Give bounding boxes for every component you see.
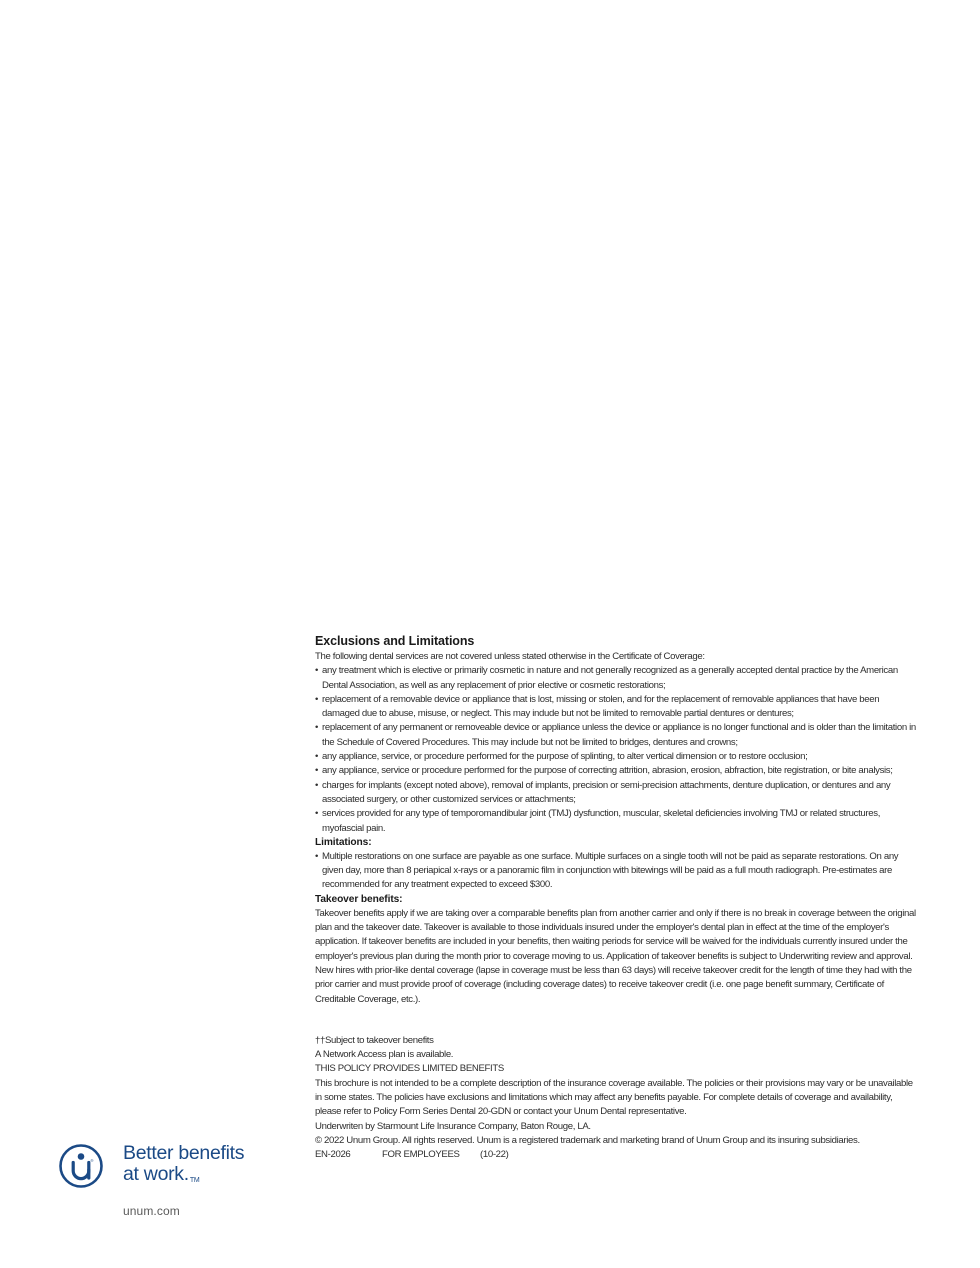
audience-label: FOR EMPLOYEES — [382, 1149, 460, 1161]
website-url[interactable]: unum.com — [123, 1204, 180, 1218]
takeover-note: ††Subject to takeover benefits — [315, 1034, 434, 1046]
limitations-list — [315, 850, 917, 893]
exclusions-intro: The following dental services are not covered unless stated otherwise in the Certificate of Coverage: — [315, 651, 705, 662]
takeover-heading: Takeover benefits: — [315, 893, 403, 905]
document-body — [315, 633, 917, 1163]
unum-logo-icon — [58, 1143, 104, 1189]
form-code-row — [315, 1148, 917, 1162]
tagline-line-1: Better benefits — [123, 1142, 245, 1164]
exclusion-item: • any appliance, service or procedure performed for the purpose of correcting attrition, abrasion, erosion, abfraction, bite registration, or bite analysis; — [315, 764, 917, 778]
exclusions-list — [315, 664, 917, 836]
exclusion-item: • any treatment which is elective or primarily cosmetic in nature and not generally recognized as a generally accepted dental practice by the American Dental Association, as well as any replacement of prior elective or cosmetic restorations; — [315, 664, 917, 693]
revision-date: (10-22) — [480, 1149, 509, 1161]
exclusion-item: • charges for implants (except noted above), removal of implants, precision or semi-precision attachments, denture duplication, or dentures and any associated surgery, or other customized services or attachments; — [315, 779, 917, 808]
tagline — [123, 1143, 244, 1185]
tagline-line-2: at work. — [123, 1163, 189, 1185]
exclusion-item: • replacement of a removable device or appliance that is lost, missing or stolen, and for the replacement of removable appliances that have been damaged due to abuse, misuse, or neglect. This may indude but not be limited to removable partial dentures or dentures; — [315, 693, 917, 722]
form-code: EN-2026 — [315, 1149, 351, 1161]
limited-benefits-notice: THIS POLICY PROVIDES LIMITED BENEFITS — [315, 1063, 504, 1075]
exclusion-item: • any appliance, service, or procedure performed for the purpose of splinting, to alter vertical dimension or to restore occlusion; — [315, 750, 917, 764]
exclusion-item: • services provided for any type of temporomandibular joint (TMJ) dysfunction, muscular, skeletal deficiencies involving TMJ or related structures, myofascial pain. — [315, 807, 917, 836]
exclusion-item: • replacement of any permanent or removeable device or appliance unless the device or appliance is no longer functional and is older than the limitation in the Schedule of Covered Procedures. This may include but not be limited to bridges, dentures and crowns; — [315, 721, 917, 750]
copyright-line: © 2022 Unum Group. All rights reserved. Unum is a registered trademark and marketing brand of Unum Group and its insuring subsidiaries. — [315, 1134, 860, 1146]
limitations-heading: Limitations: — [315, 836, 372, 848]
svg-text:®: ® — [90, 1158, 94, 1163]
network-note: A Network Access plan is available. — [315, 1049, 454, 1061]
limitation-item: • Multiple restorations on one surface are payable as one surface. Multiple surfaces on a single tooth will not be paid as separate restorations. On any given day, more than 8 periapical x-rays or a panoramic film in conjunction with bitewings will be paid as a full mouth radiograph. Pre-estimates are recommended for any treatment expected to exceed $300. — [315, 850, 917, 893]
tagline-line-2-wrap — [123, 1164, 244, 1185]
unum-logo — [58, 1143, 288, 1193]
disclaimer: This brochure is not intended to be a complete description of the insurance coverage available. The policies or their provisions may vary or be unavailable in some states. The policies have exclusions and limitations which may affect any benefits payable. For complete details of coverage and availability, please refer to Policy Form Series Dental 20-GDN or contact your Unum Dental representative. — [315, 1077, 913, 1118]
exclusions-heading: Exclusions and Limitations — [315, 634, 475, 648]
takeover-body: Takeover benefits apply if we are taking over a comparable benefits plan from another carrier and only if there is no break in coverage between the original plan and the takeover date. Takeover is available to those individuals insured under the employer's dental plan in effect at the time of the employer's application. If takeover benefits are included in your benefits, then waiting periods for service will be waived for the individuals currently insured under the employer's previous plan during the month prior to coverage moving to us. Application of takeover benefits is subject to Underwriting review and approval. New hires with prior-like dental coverage (lapse in coverage must be less than 63 days) will receive takeover credit for the length of time they had with the prior carrier and must provide proof of coverage (including coverage dates) to receive takeover credit (i.e. one page benefit summary, Certificate of Creditable Coverage, etc.). — [315, 907, 916, 1005]
underwriter-line: Underwriten by Starmount Life Insurance Company, Baton Rouge, LA. — [315, 1120, 591, 1132]
trademark-mark: TM — [189, 1177, 200, 1184]
